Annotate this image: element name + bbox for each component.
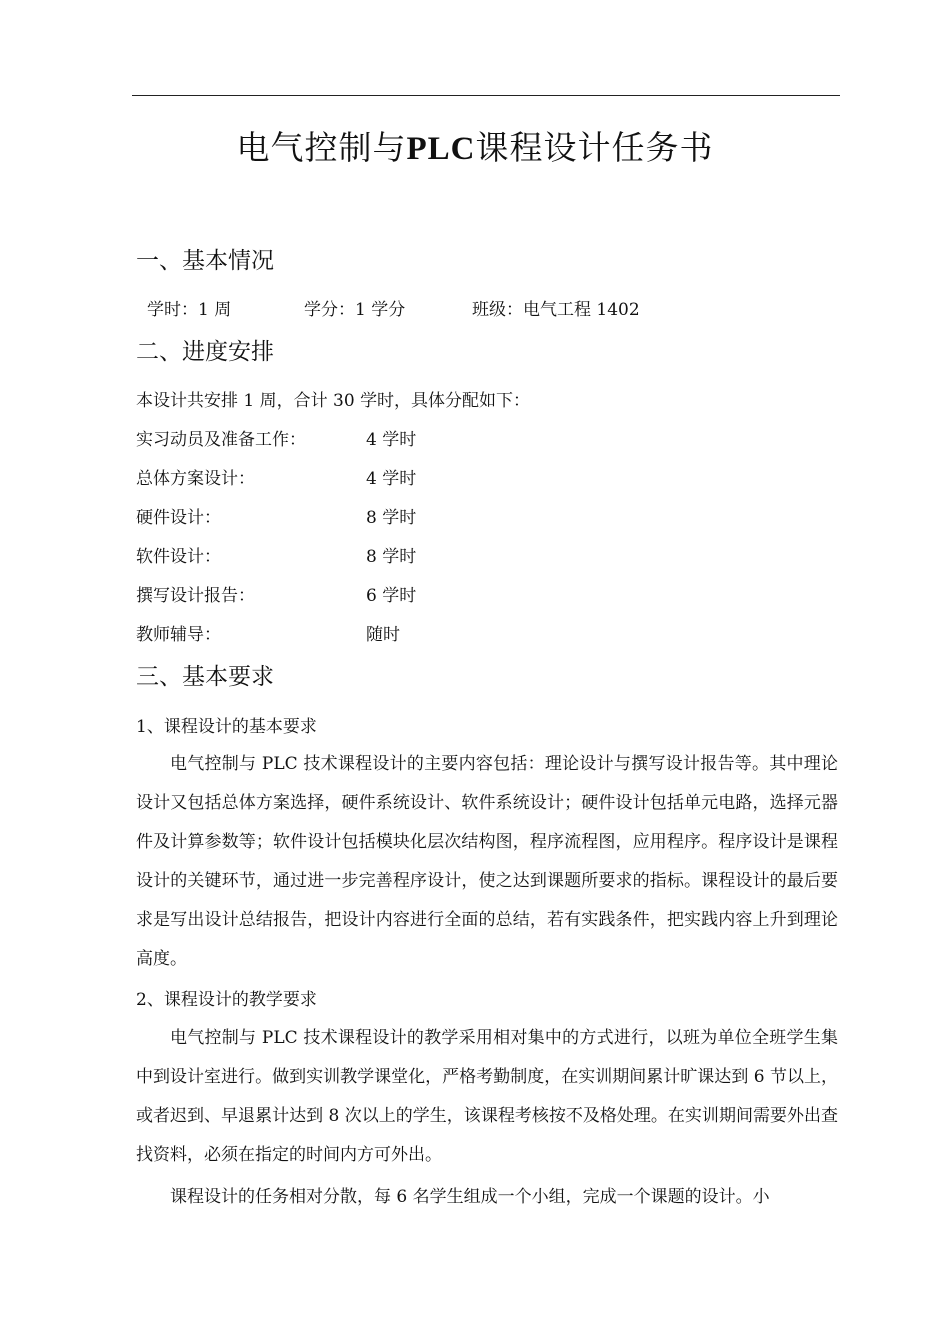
section-heading-schedule: 二、进度安排 [136, 339, 274, 365]
title-text-plc: PLC [406, 131, 476, 167]
schedule-item-value: 6 学时 [366, 586, 417, 606]
section-heading-basic-info: 一、基本情况 [136, 248, 274, 274]
schedule-item-value: 随时 [366, 625, 400, 645]
schedule-intro: 本设计共安排 1 周，合计 30 学时，具体分配如下： [136, 391, 531, 411]
info-hours: 学时：1 周 [147, 300, 232, 320]
page-title [0, 124, 950, 173]
schedule-item-label: 软件设计： [136, 547, 221, 567]
title-text-1: 电气控制与 [236, 128, 407, 167]
subheading-basic-requirements: 1、课程设计的基本要求 [136, 717, 317, 737]
schedule-item-value: 8 学时 [366, 508, 417, 528]
paragraph-basic-requirements: 电气控制与 PLC 技术课程设计的主要内容包括：理论设计与撰写设计报告等。其中理论设计又包括总体方案选择，硬件系统设计、软件系统设计；硬件设计包括单元电路，选择元器件及计算参数等；软件设计包括模块化层次结构图，程序流程图，应用程序。程序设计是课程设计的关键环节，通过进一步完善程序设计，使之达到课题所要求的指标。课程设计的最后要求是写出设计总结报告，把设计内容进行全面的总结，若有实践条件，把实践内容上升到理论高度。 [136, 754, 838, 969]
schedule-item-label: 硬件设计： [136, 508, 221, 528]
schedule-item-label: 总体方案设计： [136, 469, 255, 489]
schedule-item-value: 4 学时 [366, 469, 417, 489]
schedule-item-value: 4 学时 [366, 430, 417, 450]
header-rule [132, 95, 840, 96]
paragraph-task-organization: 课程设计的任务相对分散，每 6 名学生组成一个小组，完成一个课题的设计。小 [170, 1187, 770, 1207]
schedule-item-label: 实习动员及准备工作： [136, 430, 306, 450]
schedule-item-value: 8 学时 [366, 547, 417, 567]
info-class: 班级：电气工程 1402 [472, 300, 640, 320]
schedule-item-label: 撰写设计报告： [136, 586, 255, 606]
paragraph-teaching-requirements: 电气控制与 PLC 技术课程设计的教学采用相对集中的方式进行，以班为单位全班学生集中到设计室进行。做到实训教学课堂化，严格考勤制度，在实训期间累计旷课达到 6 节以上，或者迟到、早退累计达到 8 次以上的学生，该课程考核按不及格处理。在实训期间需要外出查找资料，必须在指定的时间内方可外出。 [136, 1028, 838, 1165]
subheading-teaching-requirements: 2、课程设计的教学要求 [136, 990, 317, 1010]
info-credits: 学分：1 学分 [304, 300, 406, 320]
schedule-item-label: 教师辅导： [136, 625, 221, 645]
title-text-2: 课程设计任务书 [475, 128, 714, 167]
section-heading-requirements: 三、基本要求 [136, 664, 274, 690]
